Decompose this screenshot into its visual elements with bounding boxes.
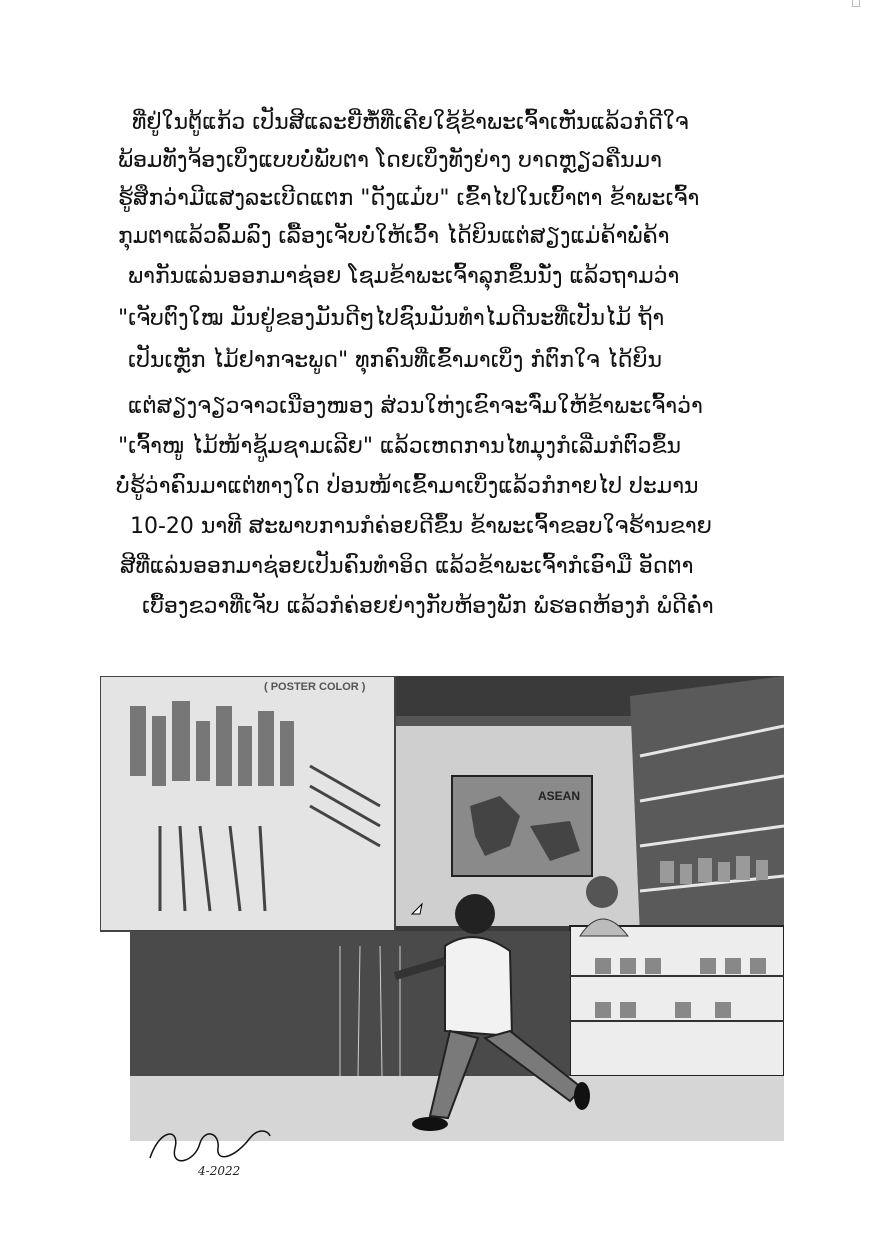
boy-head: [455, 894, 495, 934]
text-line-12: ສີທີ່ແລ່ນອອກມາຊ່ອຍເປັນຄົນທຳອິດ ແລ້ວຂ້າພະເຈົ້າກໍເອົາມື ອັດຕາ: [120, 554, 694, 579]
text-line-10: ບໍ່ຮູ້ວ່າຄົນມາແຕ່ທາງໃດ ປ່ອນໜ້າເຂົ້າມາເບິ່ງແລ້ວກໍກາຍໄປ ປະມານ: [116, 474, 699, 499]
page-corner-mark: [852, 0, 860, 7]
signature-stroke: [150, 1131, 270, 1161]
text-line-6: "ເຈັບຕົງໃໝ ມັນຢູ່ຂອງມັນດີໆໄປຊົນມັນທຳໄມດີນະທີ່ເປັນໄມ້ ຖ້າ: [118, 306, 665, 331]
art-store-illustration: [100, 676, 784, 1141]
boy-shoe-right: [574, 1082, 590, 1110]
text-line-3: ຮູ້ສຶກວ່າມີແສງລະເບີດແຕກ "ດັງແມ໋ບ" ເຂົ້າໄປໃນເບົ້າຕາ ຂ້າພະເຈົ້າ: [118, 186, 700, 211]
text-line-13: ເບື້ອງຂວາທີ່ເຈັບ ແລ້ວກໍຄ່ອຍຍ່າງກັບຫ້ອງພັກ ພໍຮອດຫ້ອງກໍ ພໍດີຄໍ່າ: [142, 594, 714, 619]
signature-date: 4-2022: [198, 1164, 241, 1178]
text-line-5: ພາກັນແລ່ນອອກມາຊ່ອຍ ໂຊມຂ້າພະເຈົ້າລຸກຂຶ້ນນັ່ງ ແລ້ວຖາມວ່າ: [128, 264, 680, 289]
text-line-9: "ເຈົ້າໜູ ໄມ້ໜ້າຊູ້ມຊາມເລີຍ" ແລ້ວເຫດການໄທມຸງກໍເລີ່ມກໍຕົວຂຶ້ນ: [118, 434, 682, 459]
text-line-2: ພ້ອມທັງຈ້ອງເບິ່ງແບບບໍ່ພັບຕາ ໂດຍເບິ່ງທັງຍ່າງ ບາດຫຼຽວຄືນມາ: [118, 148, 662, 173]
boy-shirt: [445, 937, 512, 1036]
text-line-4: ກຸມຕາແລ້ວລົ້ມລົງ ເລື້ອງເຈັບບໍ່ໃຫ້ເວົ້າ ໄດ້ຍິນແຕ່ສຽງແມ່ຄ້າພໍ່ຄ້າ: [118, 224, 670, 249]
display-counter: [570, 926, 784, 1076]
shopkeeper-head: [586, 876, 618, 908]
map-title: ASEAN: [538, 789, 581, 803]
text-line-11: 10-20 ນາທີ ສະພາບການກໍຄ່ອຍດີຂຶ້ນ ຂ້າພະເຈົ້າຂອບໃຈຮ້ານຂາຍ: [130, 514, 712, 539]
text-line-7: ເປັນເຫຼັກ ໄມ້ຢາກຈະພູດ" ທຸກຄົນທີ່ເຂົ້າມາເບິ່ງ ກໍຕົກໃຈ ໄດ້ຍິນ: [128, 348, 663, 373]
text-line-8: ແຕ່ສຽງຈຽວຈາວເນືອງໜອງ ສ່ວນໃຫ່ງເຂົາຈະຈົ່ມໃຫ້ຂ້າພະເຈົ້າວ່າ: [128, 394, 703, 419]
poster-title: ( POSTER COLOR ): [264, 681, 366, 693]
text-line-1: ທີ່ຢູ່ໃນຕູ້ແກ້ວ ເປັນສີແລະຍີ່ຫໍ້ທີ່ເຄີຍໃຊ້ຂ້າພະເຈົ້າເຫັນແລ້ວກໍດີໃຈ: [132, 110, 689, 135]
boy-shoe-left: [412, 1117, 448, 1131]
